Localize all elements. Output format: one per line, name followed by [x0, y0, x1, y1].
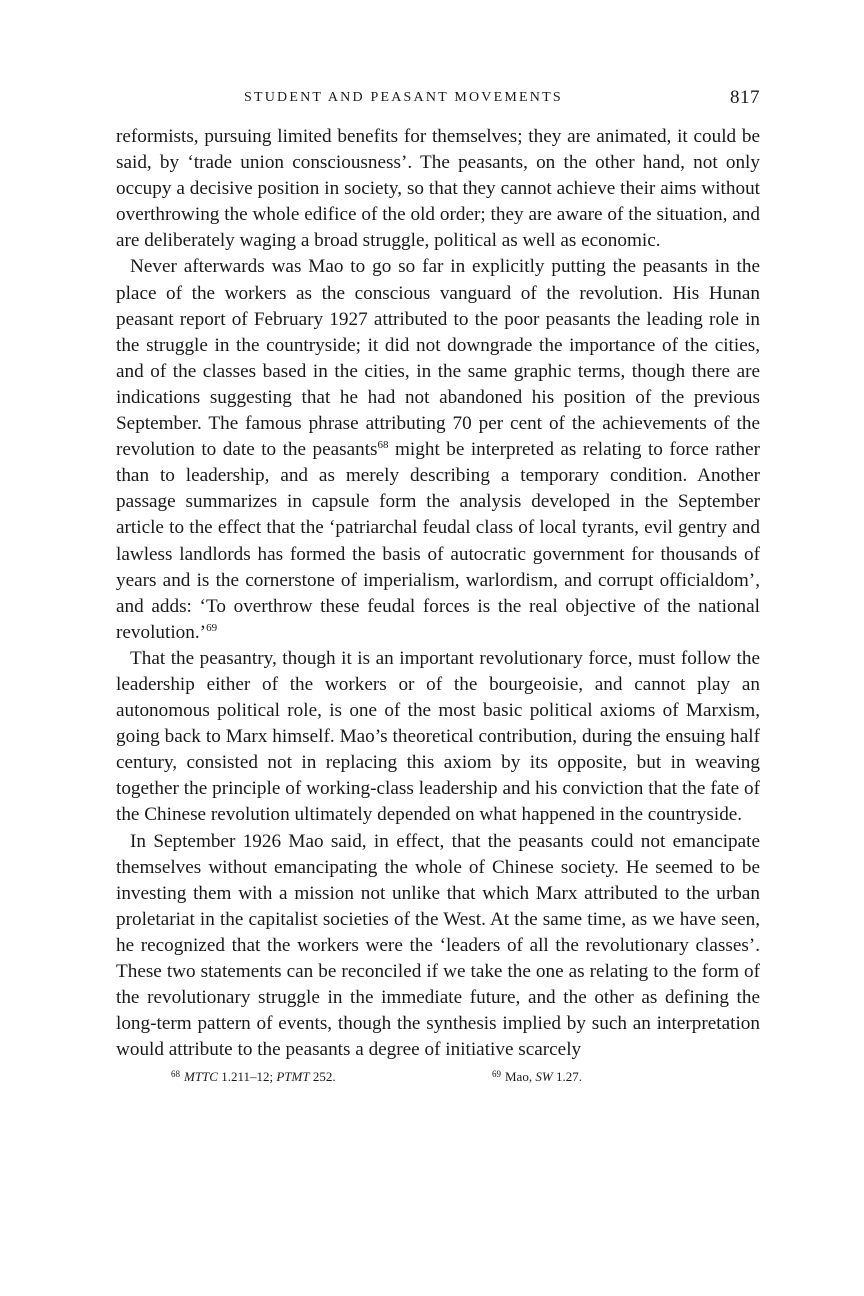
footnote-source-abbrev: PTMT: [276, 1069, 310, 1085]
running-head: [116, 88, 760, 116]
footnotes: [116, 1069, 760, 1091]
footnote-68: [171, 1069, 336, 1085]
paragraph-2: [116, 254, 760, 645]
page-number: 817: [730, 87, 760, 108]
footnote-69: [492, 1069, 582, 1085]
paragraph-4: In September 1926 Mao said, in effect, that the peasants could not emancipate themselves without emancipating the whole of Chinese society. He seemed to be investing them with a mission not unlike that which Marx attributed to the urban proletariat in the capitalist societies of the West. At the same time, as we have seen, he recognized that the workers were the ‘leaders of all the revolutionary classes’. These two statements can be reconciled if we take the one as relating to the form of the revolutionary struggle in the immediate future, and the other as defining the long-term pattern of events, though the synthesis implied by such an interpretation would attribute to the peasants a degree of initiative scarcely: [116, 830, 760, 1061]
paragraph-1: reformists, pursuing limited benefits for themselves; they are animated, it could be said, by ‘trade union consciousness’. The peasants, on the other hand, not only occupy a decisive position in society, so that they cannot achieve their aims without overthrowing the whole edifice of the old order; they are aware of the situation, and are deliberately waging a broad struggle, political as well as economic.: [116, 126, 760, 252]
footnote-text: 252.: [309, 1069, 336, 1085]
body-text: [116, 124, 760, 1063]
footnote-ref-68: 68: [377, 439, 389, 452]
footnote-text: 1.27.: [552, 1069, 582, 1085]
footnote-marker: 69: [492, 1069, 501, 1080]
paragraph-2-part-a: Never afterwards was Mao to go so far in explicitly putting the peasants in the place of the workers as the conscious vanguard of the revolution. His Hunan peasant report of February 1927 attributed to the poor peasants the leading role in the struggle in the countryside; it did not downgrade the importance of the cities, and of the classes based in the cities, in the same graphic terms, though there are indications suggesting that he had not abandoned his position of the previous September. The famous phrase attributing 70 per cent of the achievements of the revolution to date to the peasants: [116, 256, 760, 461]
footnote-text: Mao,: [505, 1069, 536, 1085]
footnote-text: 1.211–12;: [217, 1069, 277, 1085]
footnote-source-abbrev: SW: [535, 1069, 553, 1085]
footnote-source-abbrev: MTTC: [184, 1069, 218, 1085]
paragraph-3: That the peasantry, though it is an important revolutionary force, must follow the leadership either of the workers or of the bourgeoisie, and cannot play an autonomous political role, is one of the most basic political axioms of Marxism, going back to Marx himself. Mao’s theoretical contribution, during the ensuing half century, consisted not in replacing this axiom by its opposite, but in weaving together the principle of working-class leadership and his conviction that the fate of the Chinese revolution ultimately depended on what happened in the countryside.: [116, 647, 760, 826]
running-title: STUDENT AND PEASANT MOVEMENTS: [244, 90, 563, 105]
book-page: [116, 88, 760, 1091]
footnote-marker: 68: [171, 1069, 180, 1080]
footnote-ref-69: 69: [206, 621, 218, 634]
paragraph-2-part-b: might be interpreted as relating to force rather than to leadership, and as merely describing a temporary condition. Another passage summarizes in capsule form the analysis developed in the September article to the effect that the ‘patriarchal feudal class of local tyrants, evil gentry and lawless landlords has formed the basis of autocratic government for thousands of years and is the cornerstone of imperialism, warlordism, and corrupt officialdom’, and adds: ‘To overthrow these feudal forces is the real objective of the national revolution.’: [116, 439, 760, 643]
